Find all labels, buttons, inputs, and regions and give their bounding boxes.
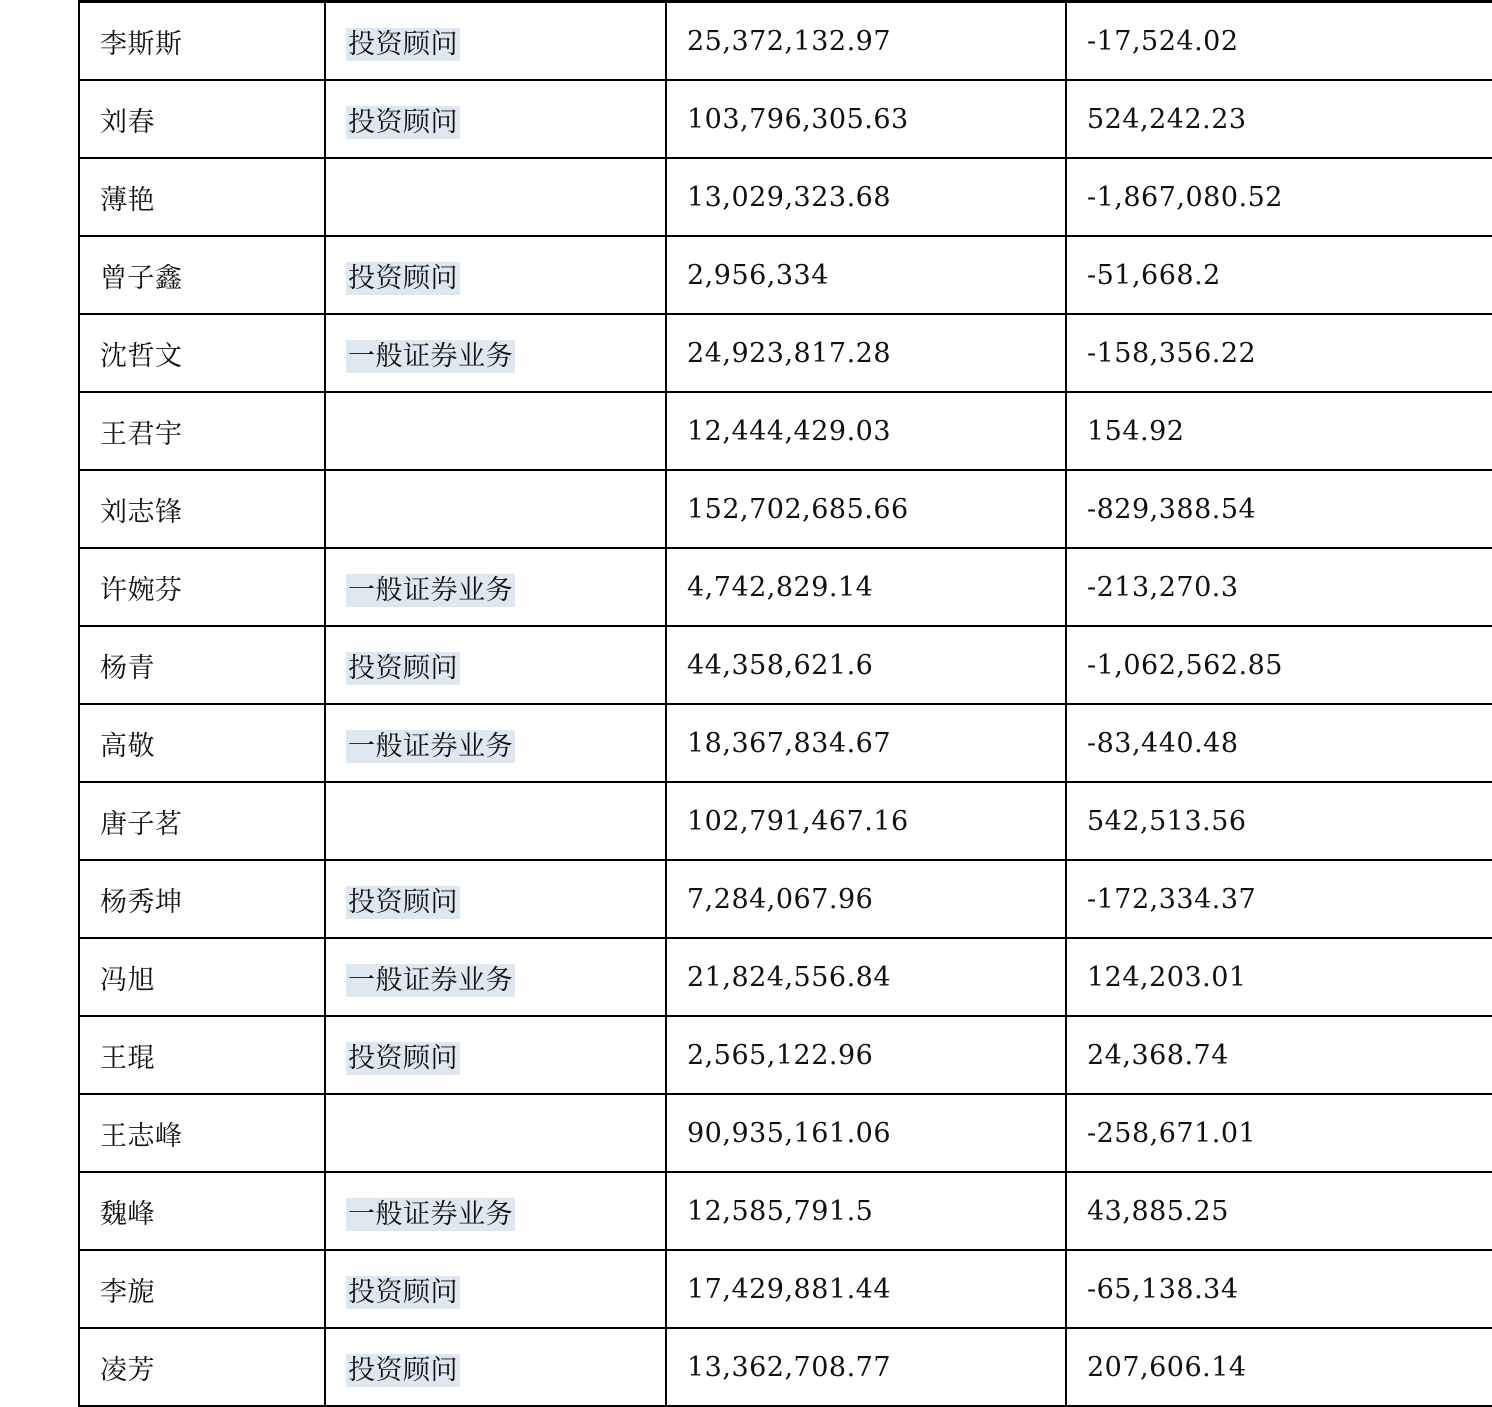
qualification-cell [325, 392, 666, 470]
name-text: 王君宇 [100, 418, 183, 450]
change-text: 207,606.14 [1087, 1351, 1247, 1383]
change-text: -17,524.02 [1087, 25, 1239, 57]
amount-text: 13,029,323.68 [687, 181, 892, 213]
name-cell [79, 1328, 325, 1406]
qualification-text: 投资顾问 [348, 1042, 458, 1074]
amount-text: 44,358,621.6 [687, 649, 874, 681]
amount-cell [666, 2, 1066, 81]
qualification-text: 投资顾问 [348, 1354, 458, 1386]
table-row [79, 314, 1492, 392]
change-text: -1,867,080.52 [1087, 181, 1283, 213]
table-row [79, 158, 1492, 236]
name-text: 杨青 [100, 652, 155, 684]
name-text: 曾子鑫 [100, 262, 183, 294]
amount-text: 18,367,834.67 [687, 727, 892, 759]
amount-text: 12,585,791.5 [687, 1195, 874, 1227]
qualification-text: 投资顾问 [348, 886, 458, 918]
amount-cell [666, 1250, 1066, 1328]
change-text: 43,885.25 [1087, 1195, 1229, 1227]
amount-text: 2,956,334 [687, 259, 829, 291]
change-text: 124,203.01 [1087, 961, 1247, 993]
amount-text: 17,429,881.44 [687, 1273, 892, 1305]
qualification-cell [325, 548, 666, 626]
change-cell [1066, 548, 1492, 626]
qualification-cell [325, 860, 666, 938]
amount-cell [666, 236, 1066, 314]
name-text: 薄艳 [100, 184, 155, 216]
table-row [79, 782, 1492, 860]
amount-text: 102,791,467.16 [687, 805, 909, 837]
name-cell [79, 1094, 325, 1172]
table-row [79, 1328, 1492, 1406]
name-cell [79, 548, 325, 626]
name-cell [79, 1172, 325, 1250]
name-text: 沈哲文 [100, 340, 183, 372]
name-cell [79, 392, 325, 470]
change-cell [1066, 938, 1492, 1016]
name-text: 刘春 [100, 106, 155, 138]
qualification-text: 一般证券业务 [348, 1198, 513, 1230]
change-text: -213,270.3 [1087, 571, 1239, 603]
amount-cell [666, 314, 1066, 392]
amount-text: 21,824,556.84 [687, 961, 892, 993]
name-text: 李旎 [100, 1276, 155, 1308]
table-body [79, 2, 1492, 1407]
qualification-text: 投资顾问 [348, 262, 458, 294]
qualification-cell [325, 2, 666, 81]
table-row [79, 236, 1492, 314]
amount-cell [666, 1094, 1066, 1172]
qualification-text: 一般证券业务 [348, 574, 513, 606]
table-row [79, 1094, 1492, 1172]
name-text: 王琨 [100, 1042, 155, 1074]
name-cell [79, 1250, 325, 1328]
change-text: 542,513.56 [1087, 805, 1247, 837]
qualification-cell [325, 1016, 666, 1094]
change-text: 154.92 [1087, 415, 1185, 447]
amount-cell [666, 1172, 1066, 1250]
change-cell [1066, 80, 1492, 158]
qualification-cell [325, 938, 666, 1016]
change-text: -51,668.2 [1087, 259, 1221, 291]
name-cell [79, 704, 325, 782]
change-cell [1066, 158, 1492, 236]
change-cell [1066, 392, 1492, 470]
change-text: -172,334.37 [1087, 883, 1257, 915]
amount-cell [666, 80, 1066, 158]
change-cell [1066, 782, 1492, 860]
qualification-cell [325, 158, 666, 236]
change-cell [1066, 1016, 1492, 1094]
name-cell [79, 236, 325, 314]
name-text: 杨秀坤 [100, 886, 183, 918]
change-text: -158,356.22 [1087, 337, 1257, 369]
change-cell [1066, 314, 1492, 392]
change-cell [1066, 2, 1492, 81]
change-cell [1066, 470, 1492, 548]
name-text: 唐子茗 [100, 808, 183, 840]
amount-cell [666, 782, 1066, 860]
amount-cell [666, 938, 1066, 1016]
qualification-cell [325, 1172, 666, 1250]
name-cell [79, 314, 325, 392]
change-text: -829,388.54 [1087, 493, 1257, 525]
change-text: -83,440.48 [1087, 727, 1239, 759]
name-cell [79, 626, 325, 704]
name-text: 王志峰 [100, 1120, 183, 1152]
qualification-cell [325, 470, 666, 548]
name-text: 李斯斯 [100, 28, 183, 60]
table-row [79, 80, 1492, 158]
qualification-text: 一般证券业务 [348, 964, 513, 996]
name-cell [79, 158, 325, 236]
table-row [79, 470, 1492, 548]
table-row [79, 392, 1492, 470]
name-cell [79, 2, 325, 81]
document-page [78, 0, 1430, 1407]
name-cell [79, 80, 325, 158]
amount-cell [666, 1328, 1066, 1406]
amount-text: 13,362,708.77 [687, 1351, 892, 1383]
amount-text: 90,935,161.06 [687, 1117, 892, 1149]
table-row [79, 938, 1492, 1016]
name-text: 魏峰 [100, 1198, 155, 1230]
change-cell [1066, 704, 1492, 782]
qualification-text: 投资顾问 [348, 1276, 458, 1308]
name-text: 许婉芬 [100, 574, 183, 606]
amount-cell [666, 704, 1066, 782]
change-cell [1066, 626, 1492, 704]
qualification-cell [325, 1094, 666, 1172]
qualification-cell [325, 80, 666, 158]
amount-text: 152,702,685.66 [687, 493, 909, 525]
name-cell [79, 782, 325, 860]
change-text: -258,671.01 [1087, 1117, 1257, 1149]
qualification-cell [325, 626, 666, 704]
amount-text: 103,796,305.63 [687, 103, 909, 135]
table-row [79, 704, 1492, 782]
qualification-cell [325, 704, 666, 782]
change-cell [1066, 1250, 1492, 1328]
amount-text: 24,923,817.28 [687, 337, 892, 369]
table-row [79, 1016, 1492, 1094]
amount-text: 2,565,122.96 [687, 1039, 874, 1071]
qualification-cell [325, 236, 666, 314]
qualification-text: 一般证券业务 [348, 340, 513, 372]
amount-cell [666, 626, 1066, 704]
table-row [79, 548, 1492, 626]
table-row [79, 2, 1492, 81]
data-table [78, 0, 1492, 1407]
amount-cell [666, 392, 1066, 470]
name-cell [79, 1016, 325, 1094]
amount-cell [666, 860, 1066, 938]
name-cell [79, 860, 325, 938]
amount-cell [666, 548, 1066, 626]
qualification-cell [325, 1328, 666, 1406]
qualification-cell [325, 1250, 666, 1328]
change-text: -65,138.34 [1087, 1273, 1239, 1305]
qualification-text: 投资顾问 [348, 106, 458, 138]
table-row [79, 626, 1492, 704]
qualification-text: 一般证券业务 [348, 730, 513, 762]
name-cell [79, 470, 325, 548]
name-text: 高敬 [100, 730, 155, 762]
change-cell [1066, 1328, 1492, 1406]
qualification-text: 投资顾问 [348, 28, 458, 60]
amount-text: 25,372,132.97 [687, 25, 892, 57]
table-row [79, 860, 1492, 938]
amount-text: 12,444,429.03 [687, 415, 892, 447]
name-text: 冯旭 [100, 964, 155, 996]
amount-text: 7,284,067.96 [687, 883, 874, 915]
amount-cell [666, 1016, 1066, 1094]
change-text: -1,062,562.85 [1087, 649, 1283, 681]
name-text: 凌芳 [100, 1354, 155, 1386]
table-row [79, 1250, 1492, 1328]
qualification-cell [325, 314, 666, 392]
amount-cell [666, 158, 1066, 236]
amount-cell [666, 470, 1066, 548]
table-row [79, 1172, 1492, 1250]
change-cell [1066, 236, 1492, 314]
name-text: 刘志锋 [100, 496, 183, 528]
qualification-cell [325, 782, 666, 860]
amount-text: 4,742,829.14 [687, 571, 874, 603]
change-text: 24,368.74 [1087, 1039, 1229, 1071]
change-text: 524,242.23 [1087, 103, 1247, 135]
change-cell [1066, 860, 1492, 938]
change-cell [1066, 1172, 1492, 1250]
name-cell [79, 938, 325, 1016]
change-cell [1066, 1094, 1492, 1172]
qualification-text: 投资顾问 [348, 652, 458, 684]
